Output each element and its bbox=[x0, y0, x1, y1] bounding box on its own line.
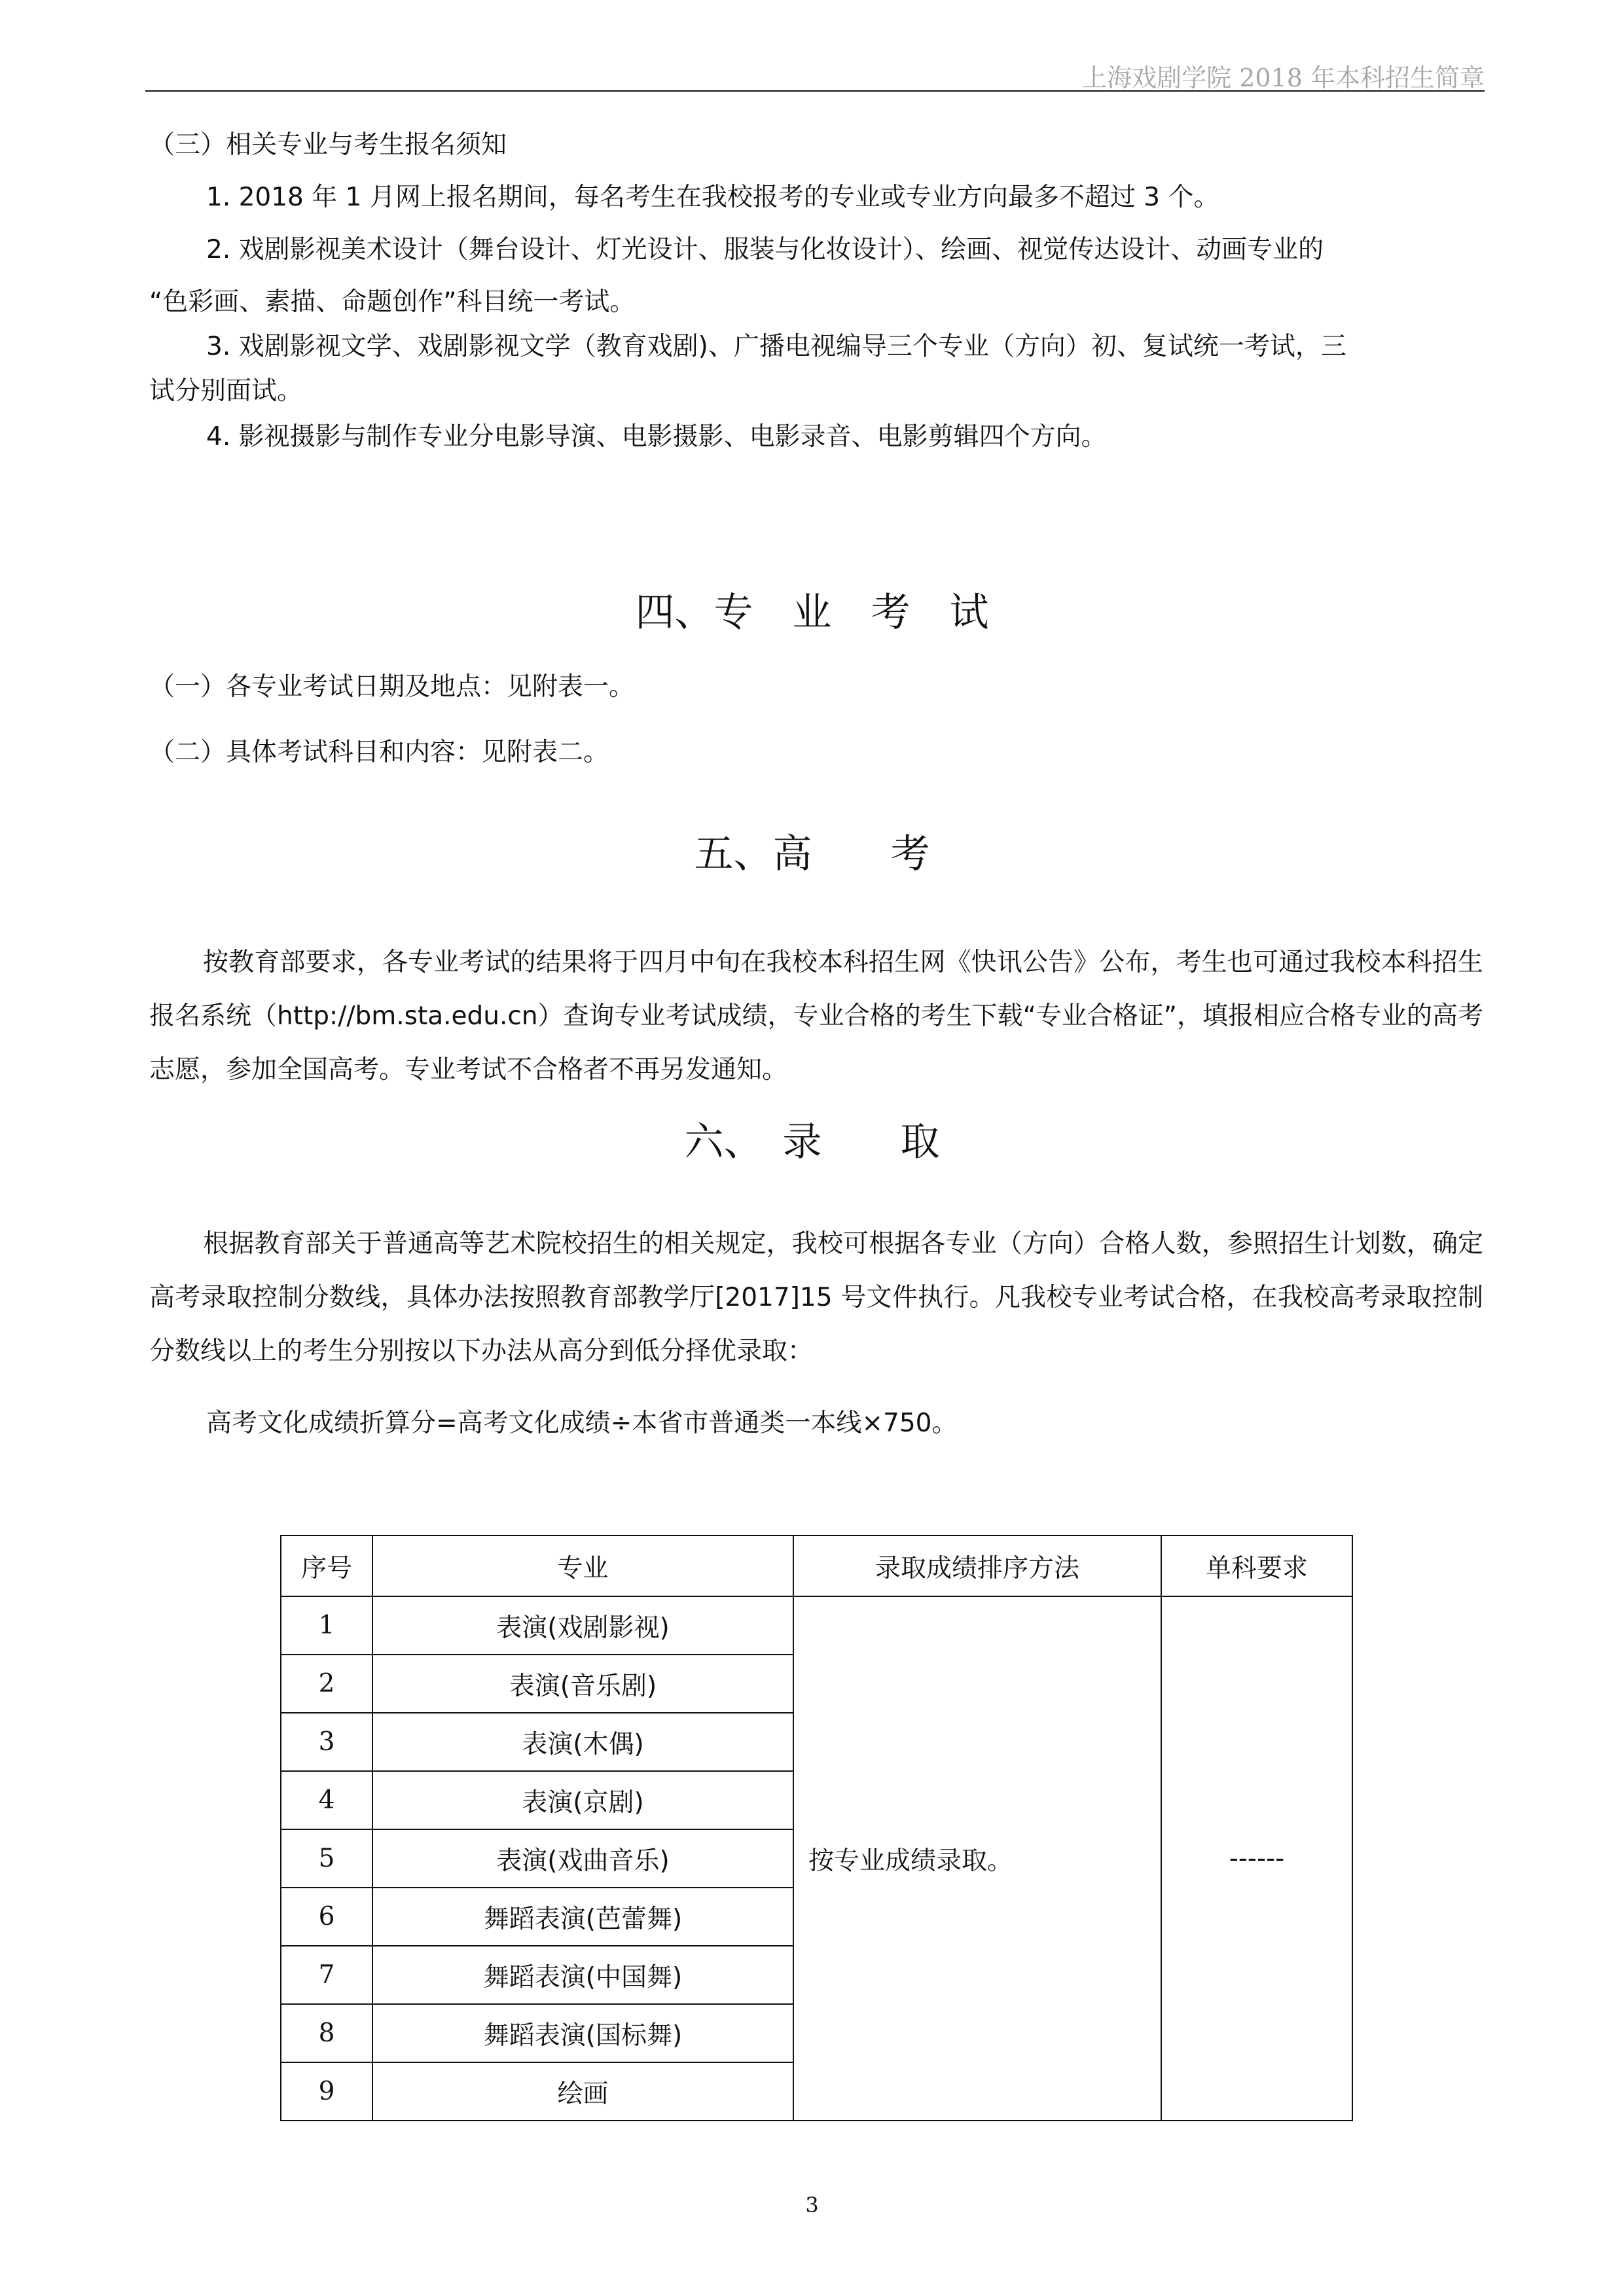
row-serial: 4 bbox=[281, 1771, 372, 1829]
section-3-item-2-cont: “色彩画、素描、命题创作”科目统一考试。 bbox=[149, 287, 636, 317]
section-5-paragraph: 按教育部要求，各专业考试的结果将于四月中旬在我校本科招生网《快讯公告》公布，考生也可通过我校本科招生报名系统（http://bm.sta.edu.cn）查询专业考试成绩，专业合格的考生下载“专业合格证”，填报相应合格专业的高考志愿，参加全国高考。专业考试不合格者不再另发通知。 bbox=[149, 948, 1483, 1085]
header-rule bbox=[145, 90, 1485, 92]
page-header-title: 上海戏剧学院 2018 年本科招生简章 bbox=[1082, 63, 1485, 92]
section-3-item-1: 1. 2018 年 1 月网上报名期间，每名考生在我校报考的专业或专业方向最多不超过 3 个。 bbox=[206, 183, 1219, 212]
row-major: 舞蹈表演(芭蕾舞) bbox=[372, 1888, 793, 1946]
ranking-method-cell: 按专业成绩录取。 bbox=[793, 1596, 1161, 2121]
row-major: 表演(京剧) bbox=[372, 1771, 793, 1829]
row-major: 舞蹈表演(国标舞) bbox=[372, 2004, 793, 2062]
row-serial: 2 bbox=[281, 1655, 372, 1713]
section-4-item-1: （一）各专业考试日期及地点：见附表一。 bbox=[149, 672, 635, 702]
table-row bbox=[281, 1596, 1352, 1655]
header-subject-requirement: 单科要求 bbox=[1161, 1535, 1352, 1596]
row-serial: 9 bbox=[281, 2062, 372, 2121]
table-header-row bbox=[281, 1535, 1352, 1596]
section-3-item-3: 3. 戏剧影视文学、戏剧影视文学（教育戏剧)、广播电视编导三个专业（方向）初、复试统一考试，三 bbox=[206, 332, 1346, 361]
section-6-paragraph: 根据教育部关于普通高等艺术院校招生的相关规定，我校可根据各专业（方向）合格人数，参照招生计划数，确定高考录取控制分数线，具体办法按照教育部教学厅[2017]15 号文件执行。凡我校专业考试合格，在我校高考录取控制分数线以上的考生分别按以下办法从高分到低分择优录取： bbox=[149, 1229, 1483, 1366]
header-serial: 序号 bbox=[281, 1535, 372, 1596]
row-serial: 8 bbox=[281, 2004, 372, 2062]
section-3-item-2: 2. 戏剧影视美术设计（舞台设计、灯光设计、服装与化妆设计）、绘画、视觉传达设计、动画专业的 bbox=[206, 235, 1324, 264]
row-serial: 7 bbox=[281, 1946, 372, 2004]
header-ranking-method: 录取成绩排序方法 bbox=[793, 1535, 1161, 1596]
section-4-item-2: （二）具体考试科目和内容：见附表二。 bbox=[149, 738, 609, 767]
page-number: 3 bbox=[805, 2193, 819, 2217]
section-6-heading: 六、 录 取 bbox=[684, 1119, 940, 1165]
row-major: 表演(戏曲音乐) bbox=[372, 1829, 793, 1888]
row-serial: 6 bbox=[281, 1888, 372, 1946]
row-serial: 3 bbox=[281, 1713, 372, 1771]
row-major: 表演(戏剧影视) bbox=[372, 1596, 793, 1655]
row-serial: 1 bbox=[281, 1596, 372, 1655]
section-4-heading: 四、专 业 考 试 bbox=[635, 590, 989, 636]
row-serial: 5 bbox=[281, 1829, 372, 1888]
section-5-heading: 五、高 考 bbox=[694, 831, 930, 877]
section-6-formula: 高考文化成绩折算分=高考文化成绩÷本省市普通类一本线×750。 bbox=[206, 1408, 958, 1438]
row-major: 舞蹈表演(中国舞) bbox=[372, 1946, 793, 2004]
section-3-item-4: 4. 影视摄影与制作专业分电影导演、电影摄影、电影录音、电影剪辑四个方向。 bbox=[206, 422, 1107, 452]
row-major: 表演(木偶) bbox=[372, 1713, 793, 1771]
subject-requirement-cell: ------ bbox=[1161, 1596, 1352, 2121]
header-major: 专业 bbox=[372, 1535, 793, 1596]
section-3-item-3-cont: 试分别面试。 bbox=[149, 376, 303, 406]
section-3-subtitle: （三）相关专业与考生报名须知 bbox=[149, 130, 507, 160]
admission-table bbox=[280, 1535, 1353, 2121]
row-major: 绘画 bbox=[372, 2062, 793, 2121]
row-major: 表演(音乐剧) bbox=[372, 1655, 793, 1713]
